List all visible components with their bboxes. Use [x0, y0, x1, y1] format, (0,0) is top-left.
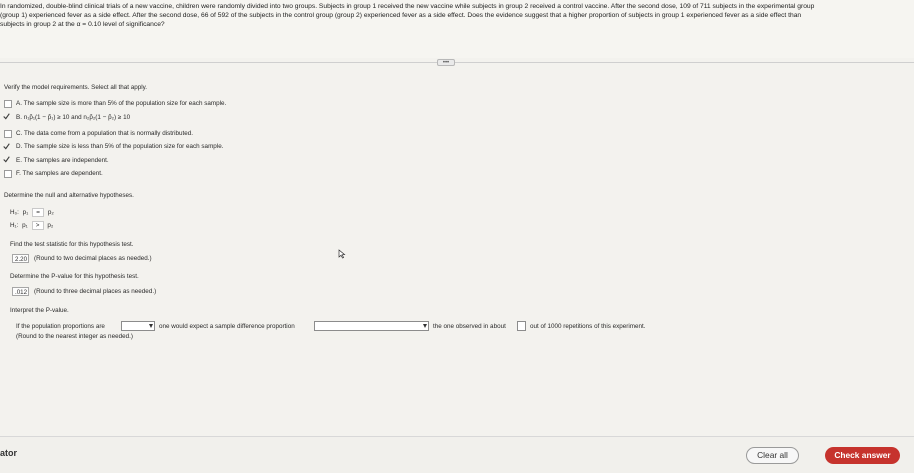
checkmark-icon: [3, 143, 10, 150]
expand-question-handle[interactable]: •••: [437, 59, 455, 66]
interpret-text-2: one would expect a sample difference proportion: [159, 323, 295, 330]
check-answer-button[interactable]: Check answer: [825, 447, 900, 464]
sample-difference-dropdown[interactable]: [314, 321, 429, 331]
question-line-1: In randomized, double-blind clinical trials of a new vaccine, children were randomly divided into two groups. Subjects in group 1 received the new vaccine while subjects in group 2 received a control vaccine. After the second dose, 109 of 711 subjects in the experimental group: [0, 3, 815, 10]
h0-label: H₀:: [10, 209, 19, 216]
option-a-text: The sample size is more than 5% of the population size for each sample.: [23, 100, 227, 107]
option-c[interactable]: [16, 130, 193, 137]
mouse-cursor-icon: [338, 249, 346, 259]
clear-all-button[interactable]: Clear all: [746, 447, 799, 464]
checkmark-icon: [3, 156, 10, 163]
alternative-hypothesis: [10, 221, 53, 230]
interpret-hint: (Round to the nearest integer as needed.): [16, 333, 133, 340]
option-e[interactable]: [16, 157, 109, 164]
checkbox-f[interactable]: [4, 170, 12, 178]
test-stat-input[interactable]: 2.20: [12, 254, 29, 263]
option-b-text: n₁p̂₁(1 − p̂₁) ≥ 10 and n₂p̂₂(1 − p̂₂) ≥ 10: [23, 114, 131, 121]
option-e-text: The samples are independent.: [23, 157, 109, 164]
option-d-letter: D.: [16, 143, 23, 150]
question-divider: [0, 62, 914, 63]
repetitions-input[interactable]: [517, 321, 526, 331]
option-f[interactable]: [16, 170, 103, 177]
option-b[interactable]: [16, 114, 130, 121]
hypotheses-prompt: Determine the null and alternative hypotheses.: [4, 192, 134, 199]
verify-prompt: Verify the model requirements. Select all that apply.: [4, 84, 148, 91]
option-f-text: The samples are dependent.: [22, 170, 103, 177]
question-line-2: (group 1) experienced fever as a side effect. After the second dose, 66 of 592 of the subjects in the control group (group 2) experienced fever as a side effect. Does the evidence suggest that a higher proportion of subjects in group 1 experienced fever as a side effect than: [0, 12, 802, 19]
h1-label: H₁:: [10, 222, 19, 229]
interpret-text-1: If the population proportions are: [16, 323, 105, 330]
interpret-text-4: out of 1000 repetitions of this experiment.: [530, 323, 646, 330]
option-e-letter: E.: [16, 157, 22, 164]
interpret-prompt: Interpret the P-value.: [10, 307, 69, 314]
option-d[interactable]: [16, 143, 223, 150]
population-proportions-dropdown[interactable]: [121, 321, 155, 331]
checkbox-c[interactable]: [4, 130, 12, 138]
h0-left[interactable]: p₁: [22, 209, 29, 216]
h1-right[interactable]: p₂: [47, 222, 54, 229]
option-c-letter: C.: [16, 130, 23, 137]
option-b-letter: B.: [16, 114, 22, 121]
chevron-down-icon: [423, 324, 427, 328]
chevron-down-icon: [149, 324, 153, 328]
footer-label[interactable]: ator: [0, 448, 18, 458]
option-c-text: The data come from a population that is normally distributed.: [23, 130, 194, 137]
question-text: [0, 0, 914, 58]
interpret-text-3: the one observed in about: [433, 323, 506, 330]
option-f-letter: F.: [16, 170, 21, 177]
option-a[interactable]: [16, 100, 226, 107]
pvalue-input[interactable]: .012: [12, 287, 29, 296]
pvalue-hint: (Round to three decimal places as needed.): [34, 288, 157, 295]
option-a-letter: A.: [16, 100, 22, 107]
checkbox-a[interactable]: [4, 100, 12, 108]
test-stat-hint: (Round to two decimal places as needed.): [34, 255, 152, 262]
h1-operator[interactable]: >: [32, 221, 44, 230]
h0-operator[interactable]: =: [32, 208, 44, 217]
h1-left[interactable]: p₁: [22, 222, 28, 229]
option-d-text: The sample size is less than 5% of the population size for each sample.: [23, 143, 224, 150]
test-stat-prompt: Find the test statistic for this hypothesis test.: [10, 241, 134, 248]
question-line-3: subjects in group 2 at the α = 0.10 level of significance?: [0, 21, 165, 28]
pvalue-prompt: Determine the P-value for this hypothesis test.: [10, 273, 139, 280]
h0-right[interactable]: p₂: [47, 209, 54, 216]
checkmark-icon: [3, 113, 10, 120]
null-hypothesis: [10, 208, 54, 217]
